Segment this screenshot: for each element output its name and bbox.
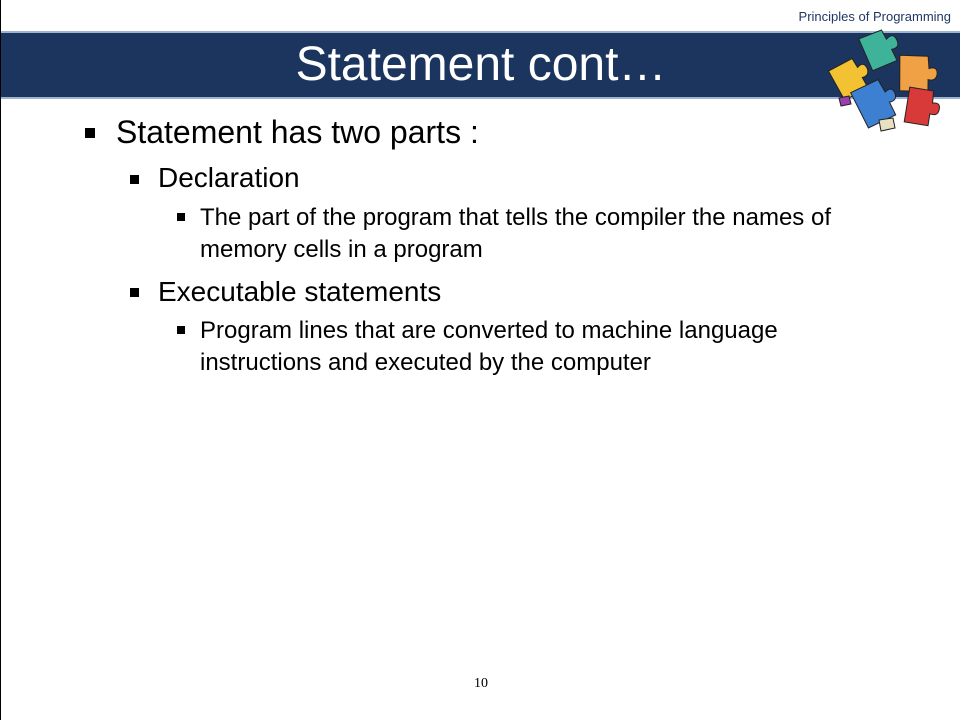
course-header: Principles of Programming <box>798 9 951 24</box>
puzzle-pieces-icon <box>819 28 949 153</box>
square-bullet-icon <box>85 128 95 138</box>
square-bullet-icon <box>130 288 139 297</box>
page-number: 10 <box>474 676 488 691</box>
bullet-declaration-detail: The part of the program that tells the compiler the names of memory cells in a program <box>200 204 831 263</box>
bullet-main: Statement has two parts : <box>116 114 479 150</box>
slide-title: Statement cont… <box>295 38 667 91</box>
square-bullet-icon <box>130 175 139 184</box>
square-bullet-icon <box>177 213 185 221</box>
bullet-executable: Executable statements <box>158 276 442 307</box>
bullet-executable-detail: Program lines that are converted to machine language instructions and executed by the computer <box>200 317 778 376</box>
bullet-declaration: Declaration <box>158 162 300 193</box>
square-bullet-icon <box>177 326 185 334</box>
